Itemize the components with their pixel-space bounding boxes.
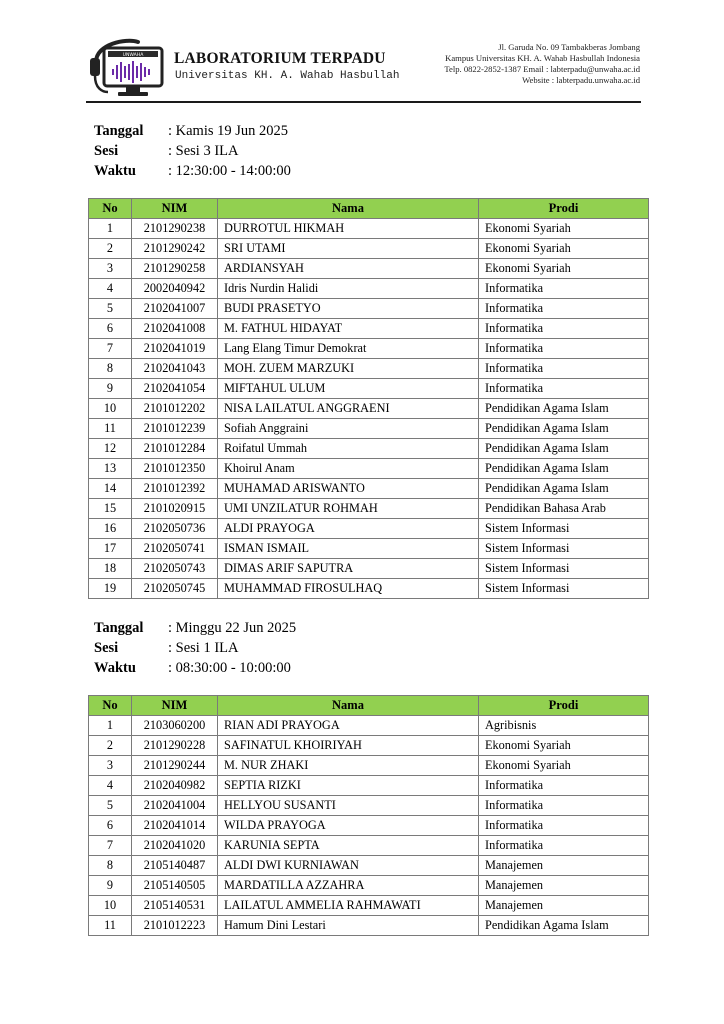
cell-no: 9 [89,379,132,399]
cell-nim: 2102041043 [132,359,218,379]
col-header-nama: Nama [218,696,479,716]
cell-nim: 2102050745 [132,579,218,599]
cell-no: 18 [89,559,132,579]
cell-nama: MIFTAHUL ULUM [218,379,479,399]
address-line: Kampus Universitas KH. A. Wahab Hasbullah Indonesia [445,53,640,63]
table-row [89,439,649,459]
table-row [89,876,649,896]
cell-nama: BUDI PRASETYO [218,299,479,319]
cell-prodi: Informatika [479,359,649,379]
session-info [94,618,296,678]
cell-nama: MUHAMAD ARISWANTO [218,479,479,499]
cell-prodi: Pendidikan Agama Islam [479,439,649,459]
cell-nim: 2101012392 [132,479,218,499]
cell-nama: SAFINATUL KHOIRIYAH [218,736,479,756]
cell-prodi: Manajemen [479,896,649,916]
cell-nama: Lang Elang Timur Demokrat [218,339,479,359]
cell-nama: Khoirul Anam [218,459,479,479]
cell-prodi: Ekonomi Syariah [479,756,649,776]
cell-nama: MARDATILLA AZZAHRA [218,876,479,896]
cell-prodi: Informatika [479,816,649,836]
table-row [89,219,649,239]
table-row [89,916,649,936]
address-line: Jl. Garuda No. 09 Tambakberas Jombang [498,42,640,52]
cell-nim: 2101012284 [132,439,218,459]
cell-prodi: Manajemen [479,876,649,896]
cell-nim: 2103060200 [132,716,218,736]
cell-prodi: Ekonomi Syariah [479,259,649,279]
col-header-prodi: Prodi [479,696,649,716]
table-row [89,299,649,319]
cell-no: 8 [89,856,132,876]
cell-no: 3 [89,259,132,279]
time-label: Waktu [94,660,136,676]
cell-no: 1 [89,219,132,239]
table-row [89,716,649,736]
info-session-row [94,638,296,658]
date-label: Tanggal [94,620,144,636]
cell-nim: 2102041007 [132,299,218,319]
cell-no: 10 [89,399,132,419]
table-row [89,319,649,339]
cell-no: 15 [89,499,132,519]
cell-nim: 2101012223 [132,916,218,936]
cell-nama: Hamum Dini Lestari [218,916,479,936]
cell-no: 4 [89,776,132,796]
cell-no: 2 [89,736,132,756]
cell-prodi: Informatika [479,379,649,399]
cell-nama: Idris Nurdin Halidi [218,279,479,299]
table-row [89,259,649,279]
cell-nama: Roifatul Ummah [218,439,479,459]
cell-prodi: Pendidikan Agama Islam [479,916,649,936]
cell-no: 13 [89,459,132,479]
cell-no: 10 [89,896,132,916]
info-date-row [94,618,296,638]
table-row [89,776,649,796]
time-value: : 12:30:00 - 14:00:00 [168,163,291,179]
col-header-prodi: Prodi [479,199,649,219]
cell-nim: 2102050736 [132,519,218,539]
cell-prodi: Ekonomi Syariah [479,239,649,259]
cell-nim: 2105140505 [132,876,218,896]
cell-nama: DIMAS ARIF SAPUTRA [218,559,479,579]
table-row [89,736,649,756]
table-row [89,519,649,539]
cell-prodi: Pendidikan Agama Islam [479,459,649,479]
header-divider [86,101,641,103]
cell-nama: ALDI DWI KURNIAWAN [218,856,479,876]
cell-nim: 2102041008 [132,319,218,339]
cell-nim: 2101012350 [132,459,218,479]
cell-nama: M. FATHUL HIDAYAT [218,319,479,339]
cell-no: 9 [89,876,132,896]
cell-nama: LAILATUL AMMELIA RAHMAWATI [218,896,479,916]
cell-nama: HELLYOU SUSANTI [218,796,479,816]
cell-no: 1 [89,716,132,736]
info-session-row [94,141,291,161]
info-time-row [94,161,291,181]
col-header-nama: Nama [218,199,479,219]
participants-table [88,695,649,936]
table-row [89,579,649,599]
cell-nim: 2102050743 [132,559,218,579]
cell-no: 4 [89,279,132,299]
session-info [94,121,291,181]
cell-prodi: Sistem Informasi [479,519,649,539]
contact-line: Telp. 0822-2852-1387 Email : labterpadu@unwaha.ac.id [444,64,640,74]
cell-no: 11 [89,916,132,936]
cell-nim: 2101012239 [132,419,218,439]
cell-nama: SRI UTAMI [218,239,479,259]
session-value: : Sesi 1 ILA [168,640,239,656]
cell-no: 7 [89,836,132,856]
table-row [89,499,649,519]
cell-no: 3 [89,756,132,776]
cell-nama: DURROTUL HIKMAH [218,219,479,239]
info-date-row [94,121,291,141]
cell-prodi: Informatika [479,279,649,299]
cell-nama: MOH. ZUEM MARZUKI [218,359,479,379]
cell-no: 6 [89,319,132,339]
address-block [444,42,640,86]
cell-nama: SEPTIA RIZKI [218,776,479,796]
cell-nim: 2101290258 [132,259,218,279]
cell-prodi: Informatika [479,836,649,856]
cell-nama: M. NUR ZHAKI [218,756,479,776]
cell-prodi: Informatika [479,339,649,359]
cell-prodi: Informatika [479,796,649,816]
cell-no: 5 [89,299,132,319]
table-row [89,836,649,856]
cell-prodi: Agribisnis [479,716,649,736]
cell-nim: 2102041004 [132,796,218,816]
cell-nim: 2102041054 [132,379,218,399]
time-value: : 08:30:00 - 10:00:00 [168,660,291,676]
website-line: Website : labterpadu.unwaha.ac.id [522,75,640,85]
table-row [89,379,649,399]
table-row [89,339,649,359]
cell-nim: 2101290238 [132,219,218,239]
cell-prodi: Pendidikan Agama Islam [479,419,649,439]
lab-logo-icon [86,36,166,100]
table-row [89,756,649,776]
table-row [89,239,649,259]
table-row [89,459,649,479]
cell-no: 19 [89,579,132,599]
table-row [89,856,649,876]
table-header-row [89,199,649,219]
cell-prodi: Informatika [479,299,649,319]
cell-no: 12 [89,439,132,459]
table-row [89,279,649,299]
session-value: : Sesi 3 ILA [168,143,239,159]
cell-nim: 2102041019 [132,339,218,359]
table-row [89,559,649,579]
cell-nama: ARDIANSYAH [218,259,479,279]
svg-text:UNWAHA: UNWAHA [122,53,144,58]
table-row [89,479,649,499]
cell-nama: Sofiah Anggraini [218,419,479,439]
cell-prodi: Pendidikan Agama Islam [479,399,649,419]
cell-no: 5 [89,796,132,816]
table-row [89,816,649,836]
time-label: Waktu [94,163,136,179]
cell-prodi: Manajemen [479,856,649,876]
cell-nim: 2105140487 [132,856,218,876]
cell-no: 6 [89,816,132,836]
lab-title: LABORATORIUM TERPADU [174,50,386,67]
session-label: Sesi [94,640,119,656]
cell-prodi: Pendidikan Bahasa Arab [479,499,649,519]
col-header-nim: NIM [132,199,218,219]
cell-nama: KARUNIA SEPTA [218,836,479,856]
table-row [89,539,649,559]
cell-no: 17 [89,539,132,559]
cell-nim: 2101020915 [132,499,218,519]
cell-nama: ALDI PRAYOGA [218,519,479,539]
cell-no: 2 [89,239,132,259]
date-value: : Kamis 19 Jun 2025 [168,123,289,139]
table-row [89,419,649,439]
col-header-nim: NIM [132,696,218,716]
cell-nama: ISMAN ISMAIL [218,539,479,559]
session-label: Sesi [94,143,119,159]
cell-no: 11 [89,419,132,439]
col-header-no: No [89,696,132,716]
cell-prodi: Ekonomi Syariah [479,219,649,239]
cell-nim: 2102041020 [132,836,218,856]
cell-prodi: Informatika [479,319,649,339]
cell-nim: 2102041014 [132,816,218,836]
cell-nama: WILDA PRAYOGA [218,816,479,836]
participants-table [88,198,649,599]
cell-prodi: Pendidikan Agama Islam [479,479,649,499]
table-row [89,796,649,816]
table-row [89,399,649,419]
letterhead [86,36,640,100]
cell-nim: 2002040942 [132,279,218,299]
cell-nim: 2101290244 [132,756,218,776]
cell-prodi: Informatika [479,776,649,796]
date-label: Tanggal [94,123,144,139]
table-row [89,359,649,379]
cell-no: 16 [89,519,132,539]
cell-nim: 2102050741 [132,539,218,559]
cell-nama: NISA LAILATUL ANGGRAENI [218,399,479,419]
cell-prodi: Sistem Informasi [479,539,649,559]
date-value: : Minggu 22 Jun 2025 [168,620,297,636]
cell-no: 7 [89,339,132,359]
cell-nim: 2101290242 [132,239,218,259]
university-name: Universitas KH. A. Wahab Hasbullah [175,70,400,82]
cell-prodi: Ekonomi Syariah [479,736,649,756]
cell-nama: UMI UNZILATUR ROHMAH [218,499,479,519]
cell-nim: 2101012202 [132,399,218,419]
info-time-row [94,658,296,678]
cell-nim: 2102040982 [132,776,218,796]
cell-no: 8 [89,359,132,379]
cell-nama: RIAN ADI PRAYOGA [218,716,479,736]
col-header-no: No [89,199,132,219]
cell-prodi: Sistem Informasi [479,579,649,599]
cell-no: 14 [89,479,132,499]
cell-nim: 2101290228 [132,736,218,756]
cell-nim: 2105140531 [132,896,218,916]
table-header-row [89,696,649,716]
cell-nama: MUHAMMAD FIROSULHAQ [218,579,479,599]
cell-prodi: Sistem Informasi [479,559,649,579]
table-row [89,896,649,916]
